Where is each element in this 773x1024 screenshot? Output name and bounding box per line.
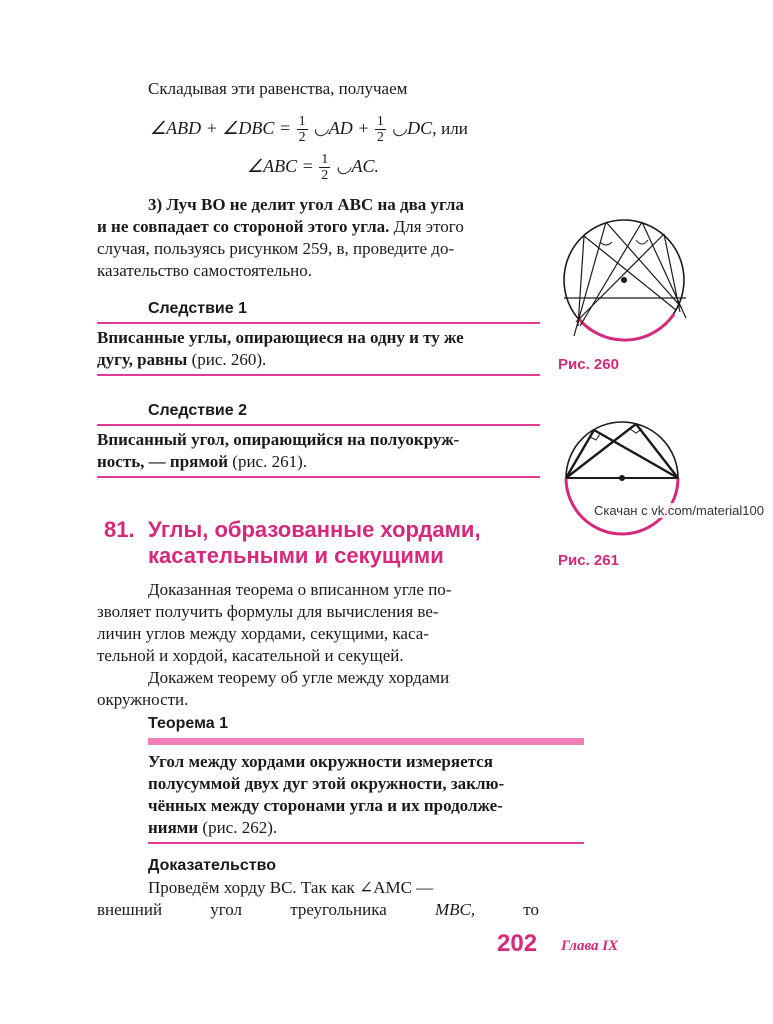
theorem-line1: Угол между хордами окружности измеряется	[148, 752, 493, 771]
corollary2-line2-bold: ность, — прямой	[97, 452, 229, 471]
corollary2-top-rule	[97, 424, 540, 426]
fig260-arc	[578, 314, 674, 340]
formula-sum	[150, 108, 468, 148]
proof-line2	[97, 899, 539, 920]
corollary1-line2-rest: (рис. 260).	[191, 350, 267, 369]
formula1-tail: или	[441, 119, 468, 138]
theorem-line2: полусуммой двух дуг этой окружности, заклю-	[148, 774, 505, 793]
formula-abc	[247, 146, 379, 186]
fig261-chord-1	[566, 430, 594, 478]
fig260-angle-mark-1	[600, 242, 612, 245]
formula2-arc: ◡AC.	[335, 156, 379, 176]
section-title-line1: Углы, образованные хордами,	[148, 517, 481, 542]
formula1-arc2: ◡DC,	[391, 118, 437, 138]
para1-line2: зволяет получить формулы для вычисления ве-	[97, 602, 439, 621]
corollary1-line1: Вписанные углы, опирающиеся на одну и ту же	[97, 328, 464, 347]
para2-line1: Докажем теорему об угле между хордами	[148, 668, 450, 687]
formula1-arc1: ◡AD +	[313, 118, 370, 138]
case3-line3: случая, пользуясь рисунком 259, в, проведите до-	[97, 239, 455, 258]
section-title-line2: касательными и секущими	[148, 543, 444, 568]
proof-word-5: то	[523, 900, 539, 919]
theorem-line3: чённых между сторонами угла и их продолже-	[148, 796, 503, 815]
theorem-bottom-rule	[148, 842, 584, 844]
case3-line2	[97, 216, 464, 237]
para1-line4: тельной и хордой, касательной и секущей.	[97, 646, 404, 665]
theorem-line4-bold: ниями	[148, 818, 199, 837]
fig261-chord-3	[566, 424, 636, 478]
figure-260-caption: Рис. 260	[558, 356, 619, 373]
case3-line1: 3) Луч BO не делит угол ABC на два угла	[148, 195, 464, 214]
fraction-half-2: $\frac{1}{2}$	[376, 114, 384, 146]
theorem-line4-rest: (рис. 262).	[202, 818, 278, 837]
fig260-line-6	[584, 236, 676, 310]
theorem-line4	[148, 817, 277, 838]
corollary1-line2-bold: дугу, равны	[97, 350, 188, 369]
corollary2-title: Следствие 2	[148, 402, 247, 419]
theorem-title: Теорема 1	[148, 715, 228, 732]
corollary2-line2	[97, 451, 307, 472]
proof-word-2: угол	[210, 900, 243, 919]
fig260-line-8	[664, 234, 680, 312]
para2-line2: окружности.	[97, 690, 189, 709]
watermark-text: Скачан с vk.com/material100	[594, 503, 764, 518]
fig261-center-point	[619, 475, 625, 481]
case3-line4: казательство самостоятельно.	[97, 261, 312, 280]
fig260-center-point	[621, 277, 627, 283]
fig260-line-7	[576, 234, 664, 322]
chapter-label: Глава IX	[561, 938, 619, 954]
corollary2-line1: Вписанный угол, опирающийся на полуокруж-	[97, 430, 460, 449]
fig261-chord-2	[594, 430, 678, 478]
case3-line2-rest: Для этого	[393, 217, 464, 236]
corollary1-line2	[97, 349, 266, 370]
corollary1-top-rule	[97, 322, 540, 324]
formula2-lhs: ∠ABC =	[247, 156, 314, 176]
intro-text: Складывая эти равенства, получаем	[148, 79, 408, 98]
figure-260	[560, 218, 700, 348]
proof-word-3: треугольника	[290, 900, 387, 919]
proof-word-4: MBC,	[434, 900, 476, 919]
figure-261-caption: Рис. 261	[558, 552, 619, 569]
corollary2-bottom-rule	[97, 476, 540, 478]
proof-line1: Проведём хорду BC. Так как ∠AMC —	[148, 878, 434, 897]
corollary1-title: Следствие 1	[148, 300, 247, 317]
corollary2-line2-rest: (рис. 261).	[232, 452, 307, 471]
case3-line2-bold: и не совпадает со стороной этого угла.	[97, 217, 390, 236]
page-number: 202	[497, 930, 538, 957]
formula1-lhs: ∠ABD + ∠DBC =	[150, 118, 292, 138]
fraction-half-3: $\frac{1}{2}$	[321, 152, 329, 184]
fig260-line-3	[580, 222, 642, 326]
proof-title: Доказательство	[148, 857, 276, 874]
fig260-angle-mark-2	[636, 240, 648, 244]
corollary1-bottom-rule	[97, 374, 540, 376]
fraction-half-1: $\frac{1}{2}$	[298, 114, 306, 146]
proof-word-1: внешний	[97, 900, 163, 919]
para1-line3: личин углов между хордами, секущими, каса-	[97, 624, 429, 643]
section-number: 81.	[104, 517, 135, 542]
para1-line1: Доказанная теорема о вписанном угле по-	[148, 580, 452, 599]
theorem-top-bar	[148, 738, 584, 745]
